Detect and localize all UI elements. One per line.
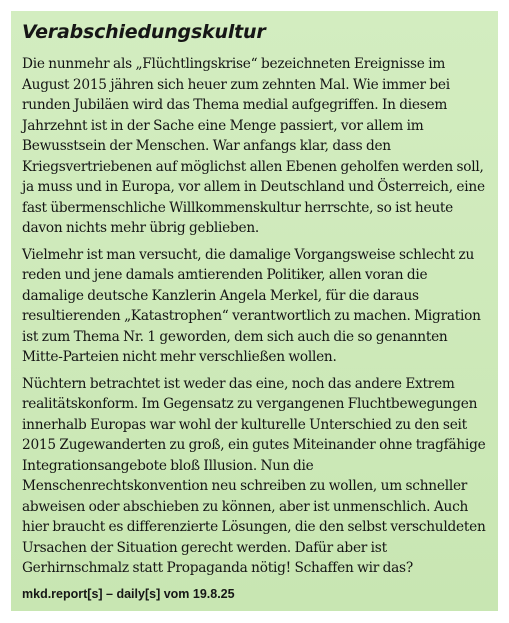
- article-title: Verabschiedungskultur: [22, 21, 266, 43]
- article-paragraph-2: Vielmehr ist man versucht, die damalige Vorgangsweise schlecht zu reden und jene damals amtierenden Politiker, allen voran die damalige deutsche Kanzlerin Angela Merkel, für die daraus resultierenden „Katastrophen“ verantwortlich zu machen. Migration ist zum Thema Nr. 1 geworden, dem sich auch die so genannten Mitte-Parteien nicht mehr verschließen wollen.: [22, 246, 481, 365]
- article-paragraph-1: Die nunmehr als „Flüchtlingskrise“ bezeichneten Ereignisse im August 2015 jähren sich heuer zum zehnten Mal. Wie immer bei runden Jubiläen wird das Thema medial aufgegriffen. In diesem Jahrzehnt ist in der Sache eine Menge passiert, vor allem im Bewusstsein der Menschen. War anfangs klar, dass den Kriegsvertriebenen auf möglichst allen Ebenen geholfen werden soll, ja muss und in Europa, vor allem in Deutschland und Österreich, eine fast übermenschliche Willkommenskultur herrschte, so ist heute davon nichts mehr übrig geblieben.: [22, 56, 485, 236]
- article-paragraph-3: Nüchtern betrachtet ist weder das eine, noch das andere Extrem realitätskonform. Im Gegensatz zu vergangenen Fluchtbewegungen innerhalb Europas war wohl der kulturelle Unterschied zu den seit 2015 Zugewanderten zu groß, ein gutes Miteinander ohne tragfähige Integrationsangebote bloß Illusion. Nun die Menschenrechtskonvention neu schreiben zu wollen, um schneller abweisen oder abschieben zu können, aber ist unmenschlich. Auch hier braucht es differenzierte Lösungen, die den selbst verschuldeten Ursachen der Situation gerecht werden. Dafür aber ist Gerhirnschmalz statt Propaganda nötig! Schaffen wir das?: [22, 375, 486, 576]
- article-source: mkd.report[s] – daily[s] vom 19.8.25: [22, 586, 235, 601]
- article-card: [11, 11, 498, 611]
